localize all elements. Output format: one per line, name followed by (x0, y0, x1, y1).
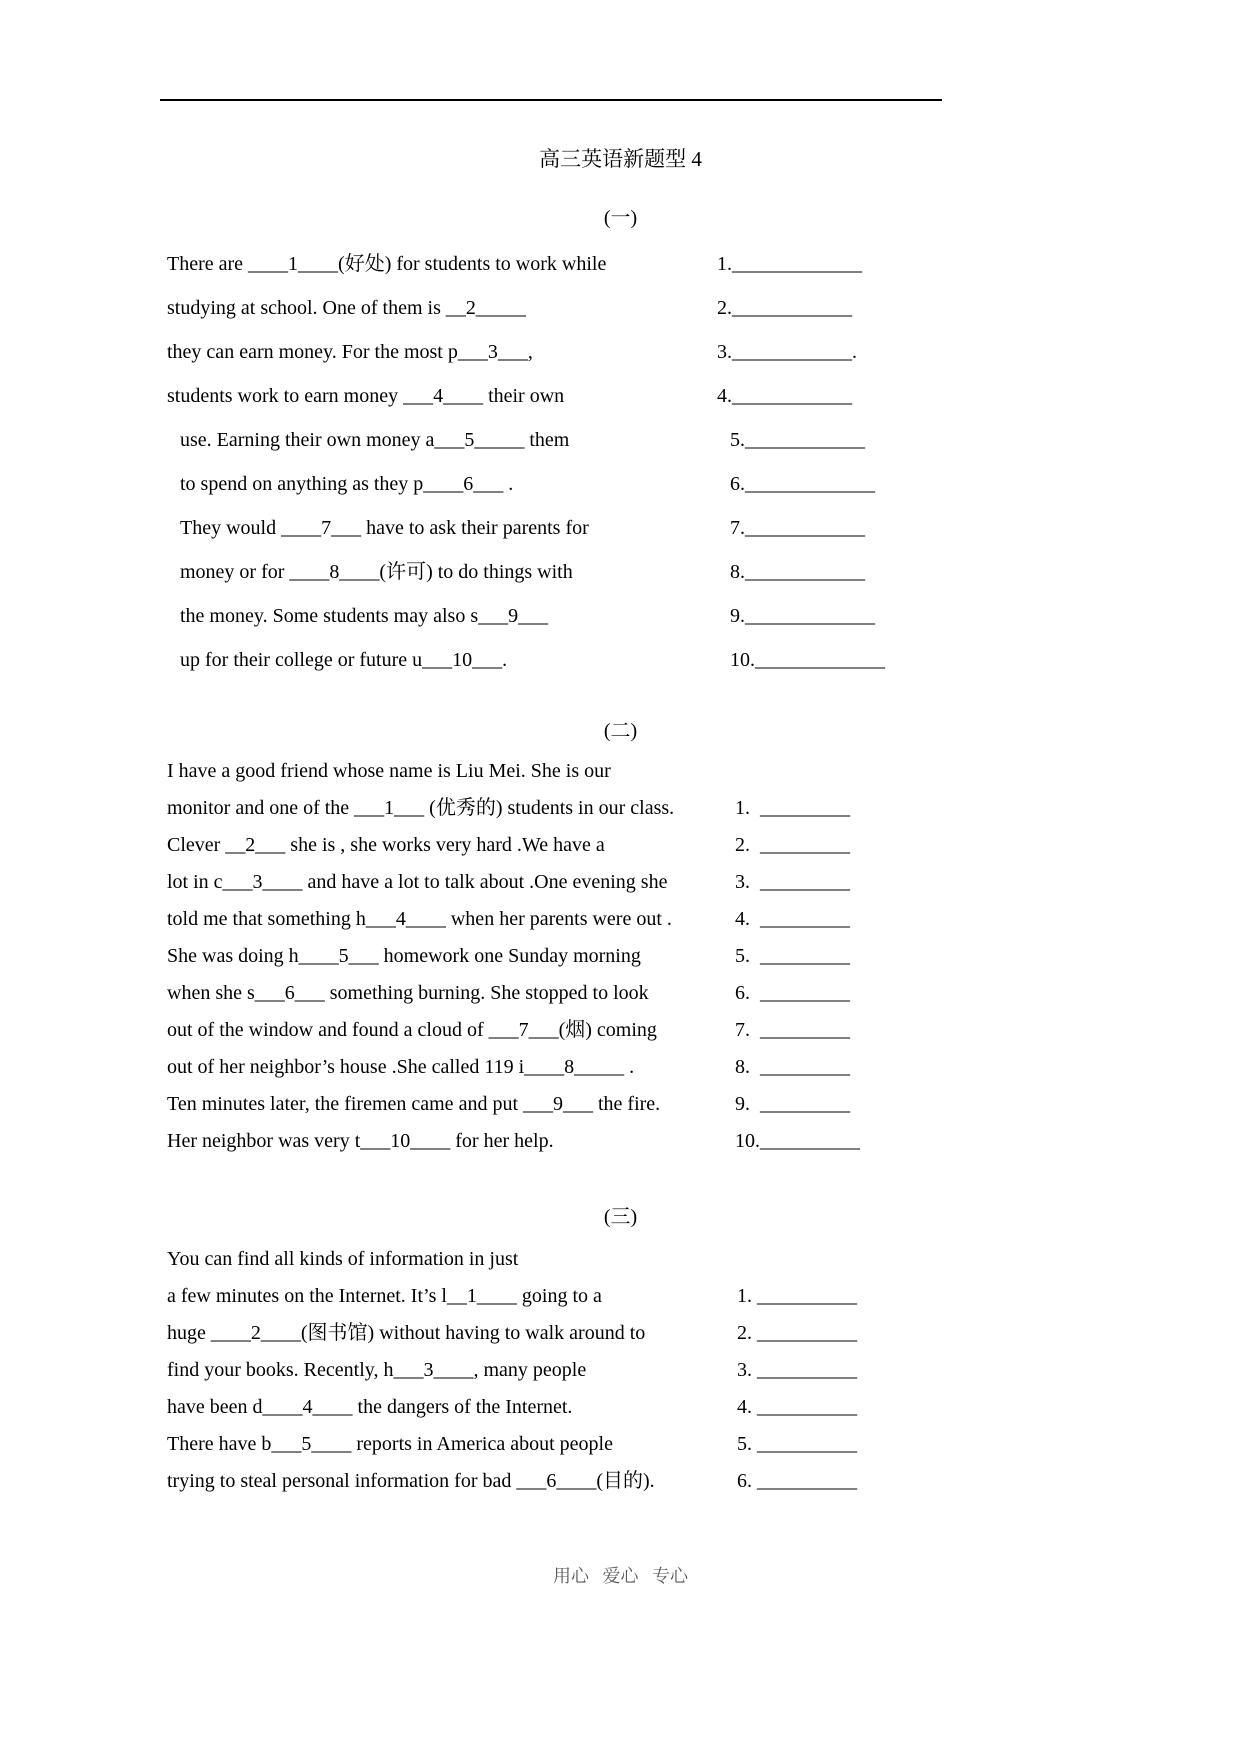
answer-blank: 3.____________. (717, 341, 857, 363)
passage-row (0, 864, 1241, 901)
passage-row (0, 1352, 1241, 1389)
answer-blank: 10.__________ (735, 1130, 860, 1152)
section-heading: (二) (603, 720, 638, 742)
passage-line: huge ____2____(图书馆) without having to walk around to (167, 1322, 646, 1344)
passage-line: They would ____7___ have to ask their parents for (180, 517, 589, 539)
passage-row (0, 1241, 1241, 1278)
passage-row (0, 901, 1241, 938)
answer-blank: 1. _________ (735, 797, 850, 819)
answer-blank: 4.____________ (717, 385, 852, 407)
passage-row (0, 638, 1241, 682)
answer-blank: 6._____________ (730, 473, 875, 495)
answer-blank: 10._____________ (730, 649, 885, 671)
page-footer: 用心 爱心 专心 (553, 1566, 688, 1586)
passage-line: Ten minutes later, the firemen came and put ___9___ the fire. (167, 1093, 661, 1115)
passage-line: the money. Some students may also s___9___ (180, 605, 549, 627)
answer-blank: 1._____________ (717, 253, 862, 275)
passage-row (0, 975, 1241, 1012)
passage-section (0, 714, 1241, 1160)
passage-row (0, 506, 1241, 550)
passage-row (0, 1012, 1241, 1049)
answer-blank: 4. _________ (735, 908, 850, 930)
passage-line: I have a good friend whose name is Liu Mei. She is our (167, 760, 611, 782)
passage-row (0, 1315, 1241, 1352)
passage-line: There are ____1____(好处) for students to work while (167, 253, 607, 275)
answer-blank: 5.____________ (730, 429, 865, 451)
answer-blank: 2. __________ (737, 1322, 857, 1344)
page-title: 高三英语新题型 4 (539, 147, 702, 171)
passage-row (0, 827, 1241, 864)
passage-row (0, 1389, 1241, 1426)
section-heading: (一) (603, 207, 638, 229)
passage-line: monitor and one of the ___1___ (优秀的) students in our class. (167, 797, 675, 819)
answer-blank: 7.____________ (730, 517, 865, 539)
passage-row (0, 242, 1241, 286)
passage-line: money or for ____8____(许可) to do things with (180, 561, 573, 583)
passage-line: You can find all kinds of information in just (167, 1248, 519, 1270)
passage-row (0, 330, 1241, 374)
answer-blank: 5. _________ (735, 945, 850, 967)
passage-line: have been d____4____ the dangers of the Internet. (167, 1396, 573, 1418)
passage-line: out of the window and found a cloud of ___7___(烟) coming (167, 1019, 657, 1041)
passage-line: Clever __2___ she is , she works very hard .We have a (167, 834, 605, 856)
answer-blank: 3. _________ (735, 871, 850, 893)
passage-line: to spend on anything as they p____6___ . (180, 473, 514, 495)
answer-blank: 8.____________ (730, 561, 865, 583)
passage-line: out of her neighbor’s house .She called 119 i____8_____ . (167, 1056, 635, 1078)
passage-line: Her neighbor was very t___10____ for her help. (167, 1130, 554, 1152)
passage-row (0, 1426, 1241, 1463)
passage-line: up for their college or future u___10___. (180, 649, 508, 671)
passage-line: when she s___6___ something burning. She stopped to look (167, 982, 649, 1004)
passage-row (0, 753, 1241, 790)
answer-blank: 2. _________ (735, 834, 850, 856)
passage-line: lot in c___3____ and have a lot to talk about .One evening she (167, 871, 668, 893)
header-rule (160, 99, 942, 101)
passage-line: use. Earning their own money a___5_____ them (180, 429, 570, 451)
passage-row (0, 790, 1241, 827)
answer-blank: 4. __________ (737, 1396, 857, 1418)
passage-line: a few minutes on the Internet. It’s l__1____ going to a (167, 1285, 602, 1307)
passage-row (0, 418, 1241, 462)
answer-blank: 9. _________ (735, 1093, 850, 1115)
answer-blank: 1. __________ (737, 1285, 857, 1307)
passage-row (0, 286, 1241, 330)
passage-row (0, 462, 1241, 506)
answer-blank: 9._____________ (730, 605, 875, 627)
passage-row (0, 550, 1241, 594)
answer-blank: 6. __________ (737, 1470, 857, 1492)
answer-blank: 7. _________ (735, 1019, 850, 1041)
passage-row (0, 1049, 1241, 1086)
passage-line: She was doing h____5___ homework one Sunday morning (167, 945, 641, 967)
passage-section (0, 1200, 1241, 1500)
answer-blank: 6. _________ (735, 982, 850, 1004)
passage-line: studying at school. One of them is __2_____ (167, 297, 526, 319)
passage-row (0, 594, 1241, 638)
passage-line: students work to earn money ___4____ their own (167, 385, 565, 407)
passage-line: There have b___5____ reports in America about people (167, 1433, 613, 1455)
passage-row (0, 1278, 1241, 1315)
passage-line: they can earn money. For the most p___3___, (167, 341, 533, 363)
passage-row (0, 1086, 1241, 1123)
section-heading: (三) (603, 1206, 638, 1228)
passage-row (0, 938, 1241, 975)
answer-blank: 8. _________ (735, 1056, 850, 1078)
passage-row (0, 374, 1241, 418)
sections-container (0, 201, 1241, 1500)
answer-blank: 2.____________ (717, 297, 852, 319)
passage-row (0, 1123, 1241, 1160)
passage-line: trying to steal personal information for bad ___6____(目的). (167, 1470, 655, 1492)
answer-blank: 5. __________ (737, 1433, 857, 1455)
passage-section (0, 201, 1241, 682)
answer-blank: 3. __________ (737, 1359, 857, 1381)
passage-row (0, 1463, 1241, 1500)
passage-line: told me that something h___4____ when her parents were out . (167, 908, 672, 930)
passage-line: find your books. Recently, h___3____, many people (167, 1359, 587, 1381)
